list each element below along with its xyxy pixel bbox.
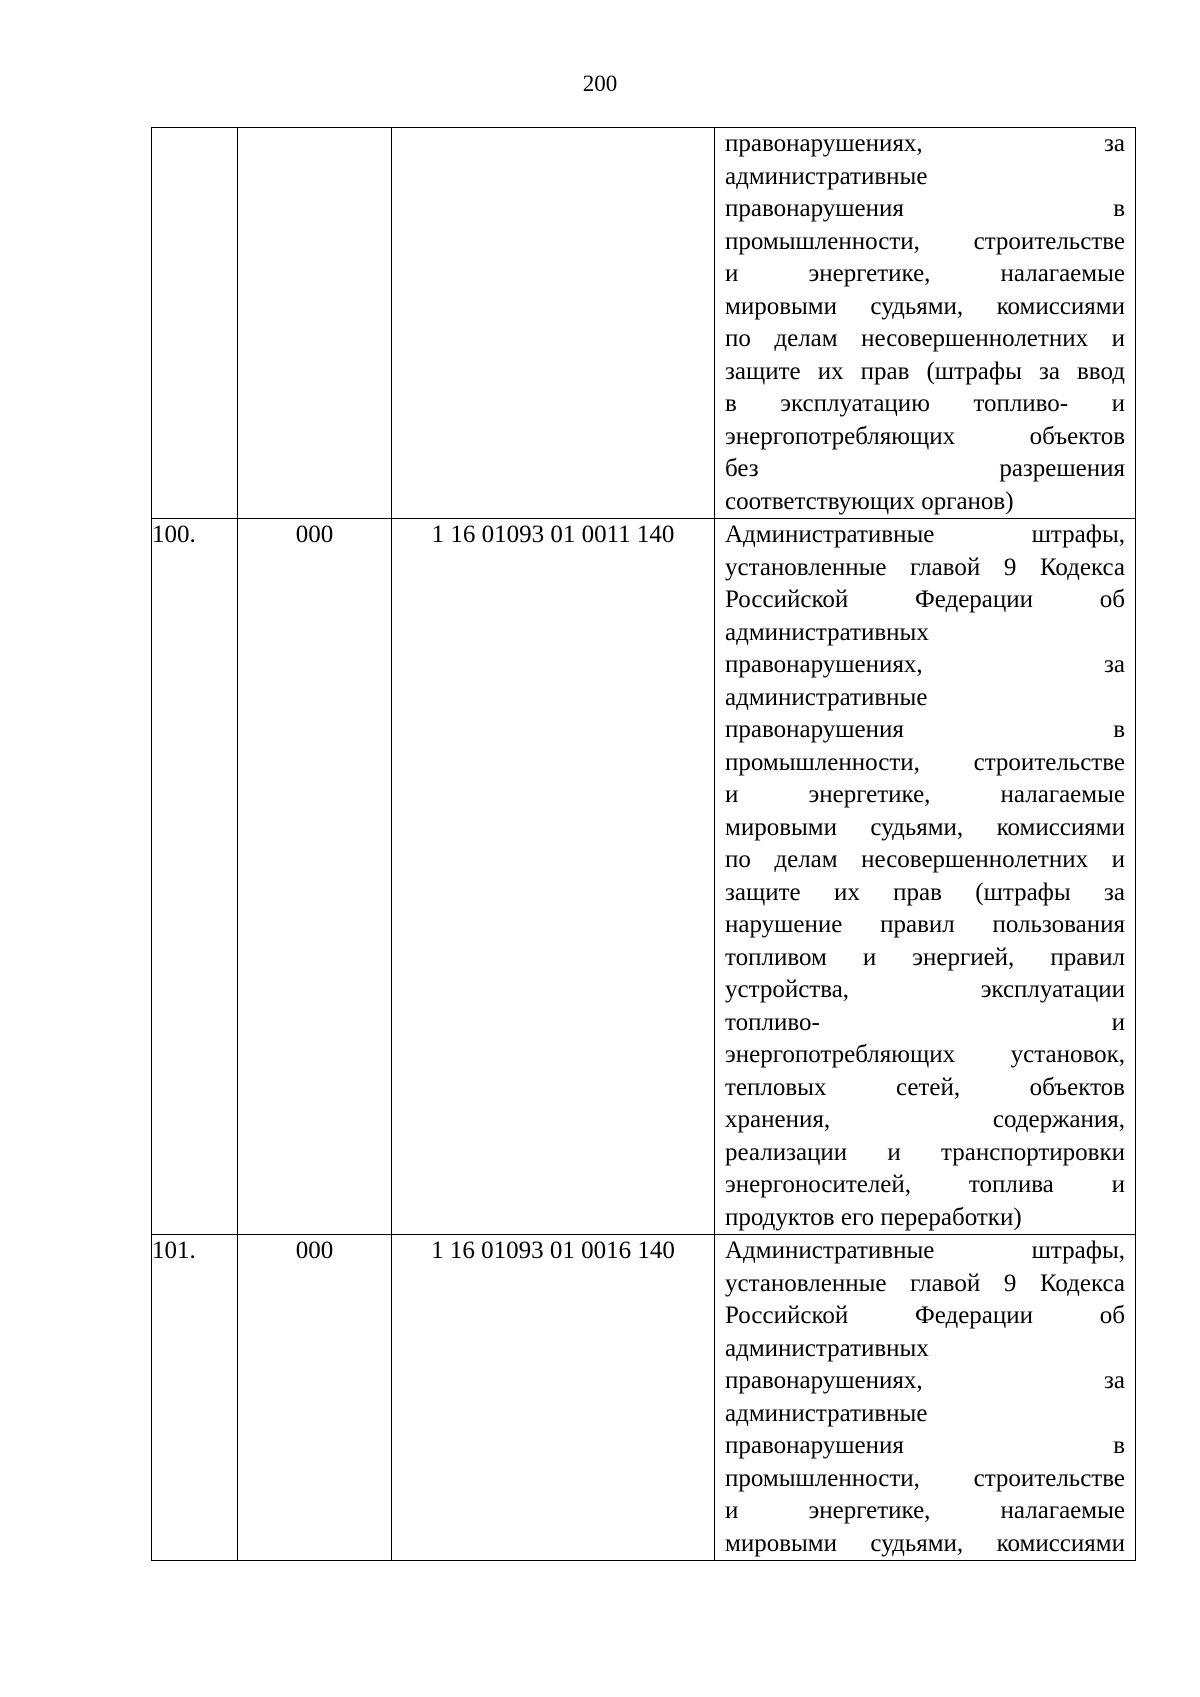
description-cell	[715, 128, 1136, 519]
admin-code-cell: 000	[238, 519, 392, 1235]
description-line: топливо- и	[725, 1008, 1125, 1036]
kbk-code-cell	[392, 128, 715, 519]
description-line: и энергетике, налагаемые	[725, 1497, 1125, 1524]
description-line: правонарушения в	[725, 195, 1125, 222]
description-line: нарушение правил пользования	[725, 911, 1125, 938]
description-line: защите их прав (штрафы за ввод	[725, 357, 1125, 385]
description-line: промышленности, строительстве	[725, 748, 1125, 776]
description-line: и энергетике, налагаемые	[725, 781, 1125, 808]
description-line: правонарушениях, за	[725, 130, 1125, 157]
row-number-cell	[152, 128, 238, 519]
description-line: административных	[725, 1334, 929, 1362]
admin-code-cell: 000	[238, 1235, 392, 1561]
page-number: 200	[582, 71, 618, 96]
description-line: соответствующих органов)	[725, 487, 1014, 515]
description-line: защите их прав (штрафы за	[725, 878, 1125, 906]
admin-code-cell	[238, 128, 392, 519]
kbk-code-cell: 1 16 01093 01 0011 140	[392, 519, 715, 1235]
description-line: промышленности, строительстве	[725, 1464, 1125, 1492]
table-row	[152, 128, 1136, 519]
description-line: хранения, содержания,	[725, 1106, 1125, 1133]
description-line: мировыми судьями, комиссиями	[725, 813, 1125, 841]
description-line: энергопотребляющих объектов	[725, 422, 1125, 450]
row-number-cell: 101.	[152, 1235, 238, 1561]
table-row	[152, 519, 1136, 1235]
description-line: в эксплуатацию топливо- и	[725, 390, 1125, 417]
description-line: мировыми судьями, комиссиями	[725, 1529, 1125, 1557]
table-body	[152, 128, 1136, 1561]
description-cell	[715, 1235, 1136, 1561]
description-line: Российской Федерации об	[725, 1302, 1125, 1329]
table-row	[152, 1235, 1136, 1561]
description-line: административные	[725, 683, 928, 711]
description-line: установленные главой 9 Кодекса	[725, 553, 1125, 581]
budget-codes-table	[151, 127, 1136, 1561]
description-line: административные	[725, 1399, 928, 1427]
description-line: тепловых сетей, объектов	[725, 1073, 1125, 1101]
description-line: административных	[725, 618, 929, 646]
description-line: промышленности, строительстве	[725, 227, 1125, 255]
description-line: Административные штрафы,	[725, 1237, 1125, 1264]
description-line: устройства, эксплуатации	[725, 976, 1125, 1003]
description-line: энергоносителей, топлива и	[725, 1171, 1125, 1198]
description-line: топливом и энергией, правил	[725, 943, 1125, 971]
description-line: правонарушениях, за	[725, 651, 1125, 678]
description-line: правонарушения в	[725, 1432, 1125, 1459]
description-line: Российской Федерации об	[725, 586, 1125, 613]
description-line: правонарушения в	[725, 716, 1125, 743]
description-line: по делам несовершеннолетних и	[725, 325, 1125, 352]
description-line: продуктов его переработки)	[725, 1203, 1022, 1231]
description-line: и энергетике, налагаемые	[725, 260, 1125, 287]
description-line: без разрешения	[725, 455, 1125, 482]
description-line: установленные главой 9 Кодекса	[725, 1269, 1125, 1297]
description-line: реализации и транспортировки	[725, 1138, 1125, 1166]
description-line: правонарушениях, за	[725, 1367, 1125, 1394]
description-line: административные	[725, 162, 928, 190]
description-line: Административные штрафы,	[725, 521, 1125, 548]
kbk-code-cell: 1 16 01093 01 0016 140	[392, 1235, 715, 1561]
description-line: энергопотребляющих установок,	[725, 1041, 1125, 1068]
description-line: по делам несовершеннолетних и	[725, 846, 1125, 873]
row-number-cell: 100.	[152, 519, 238, 1235]
description-line: мировыми судьями, комиссиями	[725, 292, 1125, 320]
description-cell	[715, 519, 1136, 1235]
